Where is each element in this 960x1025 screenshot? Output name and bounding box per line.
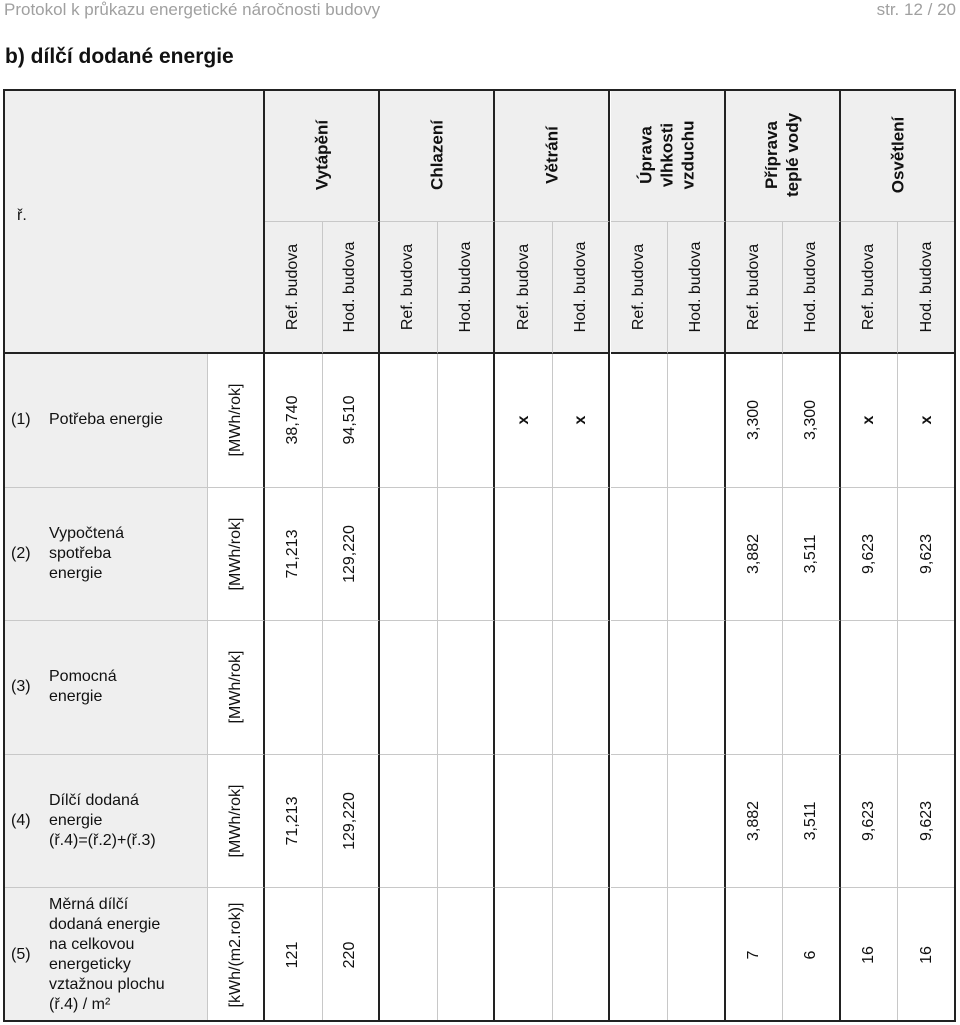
group-header-line: Chlazení <box>427 120 447 190</box>
value-text: 3,511 <box>802 801 820 841</box>
value-cell <box>783 621 841 755</box>
value-cell <box>611 755 669 889</box>
row-label-line: (ř.4) / m² <box>49 995 111 1013</box>
subheader-cell <box>323 222 381 354</box>
value-cell <box>438 621 496 755</box>
row-number: (2) <box>11 544 31 562</box>
value-text: 16 <box>860 945 878 964</box>
section-title: b) dílčí dodané energie <box>5 45 234 68</box>
value-cell <box>668 354 726 488</box>
value-text: 9,623 <box>860 801 878 842</box>
unit-cell <box>208 755 265 889</box>
value-text: 71,213 <box>284 529 302 579</box>
value-text: x <box>571 415 589 425</box>
value-cell <box>553 888 611 1022</box>
value-cell <box>380 621 438 755</box>
value-text: 3,882 <box>744 533 762 574</box>
group-header-5 <box>726 89 841 222</box>
value-cell <box>265 621 323 755</box>
subheader-hod-budova: Hod. budova <box>686 241 704 333</box>
group-header-line: Větrání <box>542 126 562 184</box>
value-cell <box>611 888 669 1022</box>
row-label-line: vztažnou plochu <box>49 975 165 993</box>
row-header-label: ř. <box>17 207 27 224</box>
value-text: x <box>917 415 935 425</box>
group-header-6 <box>841 89 956 222</box>
group-header-label <box>761 113 803 197</box>
value-cell <box>323 354 381 488</box>
value-text: 129,220 <box>341 524 359 583</box>
value-cell <box>783 354 841 488</box>
value-cell <box>438 488 496 622</box>
value-cell <box>553 488 611 622</box>
value-text: 9,623 <box>917 533 935 574</box>
subheader-ref-budova: Ref. budova <box>514 243 532 331</box>
value-cell <box>668 488 726 622</box>
group-header-label <box>636 121 699 190</box>
subheader-cell <box>668 222 726 354</box>
subheader-ref-budova: Ref. budova <box>399 243 417 331</box>
value-cell <box>898 755 956 889</box>
value-text: 121 <box>284 941 302 969</box>
value-cell <box>898 354 956 488</box>
row-label-line: Pomocná <box>49 668 117 686</box>
energy-table <box>3 89 956 1022</box>
group-header-label <box>311 120 332 190</box>
row-label-cell <box>3 888 208 1022</box>
subheader-cell <box>611 222 669 354</box>
value-cell <box>726 888 784 1022</box>
value-cell <box>495 354 553 488</box>
value-cell <box>265 488 323 622</box>
group-header-label <box>426 120 447 190</box>
subheader-hod-budova: Hod. budova <box>571 241 589 333</box>
value-text: 3,300 <box>802 400 820 441</box>
value-text: 9,623 <box>917 801 935 842</box>
row-label-line: energie <box>49 688 103 706</box>
document-header-title: Protokol k průkazu energetické náročnosti budovy <box>4 0 381 19</box>
group-header-label <box>887 117 908 194</box>
subheader-cell <box>495 222 553 354</box>
group-header-1 <box>265 89 380 222</box>
value-text: x <box>514 415 532 425</box>
row-unit: [MWh/rok] <box>226 651 244 724</box>
value-text: 6 <box>802 950 820 960</box>
value-cell <box>438 755 496 889</box>
group-header-line: Vytápění <box>312 119 332 191</box>
value-cell <box>841 621 899 755</box>
row-unit: [MWh/rok] <box>226 517 244 591</box>
row-label <box>49 410 203 430</box>
value-cell <box>726 488 784 622</box>
value-cell <box>380 354 438 488</box>
value-cell <box>438 888 496 1022</box>
value-cell <box>841 488 899 622</box>
unit-cell <box>208 888 265 1022</box>
subheader-cell <box>783 222 841 354</box>
subheader-hod-budova: Hod. budova <box>917 241 935 333</box>
value-text: 7 <box>744 950 762 960</box>
page-number: str. 12 / 20 <box>876 0 956 19</box>
value-cell <box>898 888 956 1022</box>
value-cell <box>668 621 726 755</box>
value-cell <box>611 621 669 755</box>
row-header-corner <box>3 89 265 354</box>
value-cell <box>841 888 899 1022</box>
subheader-cell <box>726 222 784 354</box>
row-unit: [kWh/(m2.rok)] <box>226 902 244 1008</box>
value-cell <box>783 488 841 622</box>
row-label <box>49 895 203 1015</box>
group-header-3 <box>495 89 610 222</box>
row-label-line: na celkovou <box>49 935 135 953</box>
row-label-line: energie <box>49 812 103 830</box>
value-cell <box>495 888 553 1022</box>
subheader-cell <box>380 222 438 354</box>
value-text: x <box>860 415 878 425</box>
row-label-line: energie <box>49 564 103 582</box>
subheader-hod-budova: Hod. budova <box>341 241 359 333</box>
value-cell <box>495 621 553 755</box>
row-number: (1) <box>11 411 31 429</box>
subheader-cell <box>438 222 496 354</box>
value-cell <box>898 621 956 755</box>
value-cell <box>323 621 381 755</box>
value-cell <box>323 755 381 889</box>
row-label-line: (ř.4)=(ř.2)+(ř.3) <box>49 832 156 850</box>
value-cell <box>553 755 611 889</box>
value-cell <box>438 354 496 488</box>
group-header-2 <box>380 89 495 222</box>
value-text: 3,300 <box>744 400 762 441</box>
value-text: 129,220 <box>341 792 359 851</box>
row-number: (4) <box>11 812 31 830</box>
subheader-ref-budova: Ref. budova <box>860 243 878 331</box>
subheader-ref-budova: Ref. budova <box>629 243 647 331</box>
subheader-hod-budova: Hod. budova <box>802 241 820 333</box>
value-cell <box>553 621 611 755</box>
row-label-line: energeticky <box>49 955 131 973</box>
value-cell <box>323 488 381 622</box>
row-label-line: spotřeba <box>49 544 112 562</box>
group-header-line: vlhkosti <box>657 122 677 188</box>
value-text: 9,623 <box>860 533 878 574</box>
subheader-hod-budova: Hod. budova <box>456 241 474 333</box>
value-text: 71,213 <box>284 796 302 846</box>
group-header-line: Příprava <box>762 120 782 190</box>
row-label-line: Potřeba energie <box>49 411 163 429</box>
row-number: (5) <box>11 945 31 963</box>
subheader-cell <box>553 222 611 354</box>
value-cell <box>783 888 841 1022</box>
group-header-line: teplé vody <box>783 112 803 198</box>
value-cell <box>783 755 841 889</box>
value-text: 3,882 <box>744 801 762 842</box>
row-label <box>49 791 203 851</box>
value-cell <box>380 488 438 622</box>
row-label-line: Měrná dílčí <box>49 895 129 913</box>
value-cell <box>668 888 726 1022</box>
value-cell <box>380 755 438 889</box>
value-cell <box>323 888 381 1022</box>
value-cell <box>668 755 726 889</box>
row-label-line: Dílčí dodaná <box>49 792 139 810</box>
value-cell <box>380 888 438 1022</box>
unit-cell <box>208 354 265 488</box>
row-label <box>49 524 203 584</box>
row-label-line: Vypočtená <box>49 524 125 542</box>
value-cell <box>495 488 553 622</box>
value-text: 38,740 <box>284 395 302 445</box>
row-unit: [MWh/rok] <box>226 784 244 858</box>
value-cell <box>726 354 784 488</box>
row-unit: [MWh/rok] <box>226 383 244 457</box>
subheader-cell <box>265 222 323 354</box>
value-cell <box>611 354 669 488</box>
group-header-label <box>541 126 562 184</box>
subheader-cell <box>898 222 956 354</box>
row-label-cell <box>3 755 208 889</box>
subheader-ref-budova: Ref. budova <box>744 243 762 331</box>
value-cell <box>726 621 784 755</box>
value-cell <box>553 354 611 488</box>
value-cell <box>841 354 899 488</box>
value-cell <box>265 354 323 488</box>
group-header-4 <box>611 89 726 222</box>
group-header-line: Osvětlení <box>888 116 908 194</box>
value-cell <box>495 755 553 889</box>
value-cell <box>265 888 323 1022</box>
row-number: (3) <box>11 678 31 696</box>
row-label-cell <box>3 354 208 488</box>
value-cell <box>898 488 956 622</box>
value-cell <box>611 488 669 622</box>
row-label-cell <box>3 488 208 622</box>
group-header-line: vzduchu <box>678 120 698 190</box>
row-label-cell <box>3 621 208 755</box>
value-cell <box>841 755 899 889</box>
value-text: 16 <box>917 945 935 964</box>
value-text: 220 <box>341 941 359 969</box>
row-label <box>49 667 203 707</box>
value-cell <box>265 755 323 889</box>
value-text: 3,511 <box>802 534 820 574</box>
row-label-line: dodaná energie <box>49 915 161 933</box>
value-cell <box>726 755 784 889</box>
unit-cell <box>208 488 265 622</box>
subheader-ref-budova: Ref. budova <box>284 243 302 331</box>
unit-cell <box>208 621 265 755</box>
value-text: 94,510 <box>341 395 359 445</box>
subheader-cell <box>841 222 899 354</box>
group-header-line: Úprava <box>636 126 656 184</box>
